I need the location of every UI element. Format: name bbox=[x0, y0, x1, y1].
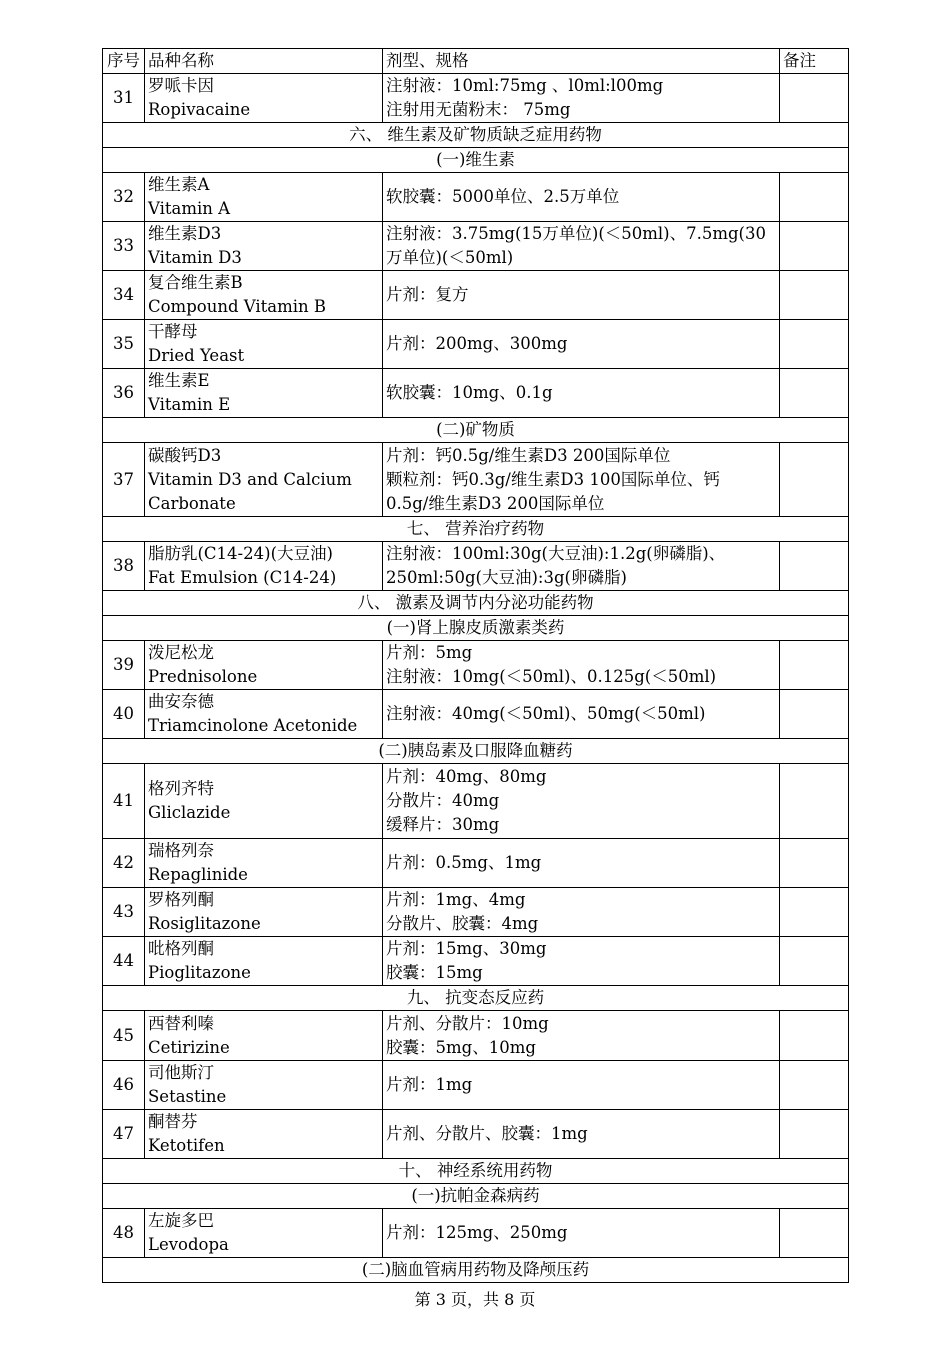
serial-number: 46 bbox=[103, 1061, 145, 1110]
section-row bbox=[103, 123, 849, 148]
drug-name-english: Vitamin A bbox=[148, 199, 231, 218]
section-title: (二)胰岛素及口服降血糖药 bbox=[103, 739, 849, 764]
drug-name-chinese: 司他斯汀 bbox=[148, 1063, 214, 1082]
remarks-cell bbox=[780, 320, 849, 369]
section-row bbox=[103, 986, 849, 1011]
dosage-spec-line: 片剂：钙0.5g/维生素D3 200国际单位 bbox=[386, 445, 671, 465]
serial-number: 34 bbox=[103, 271, 145, 320]
dosage-spec-line: 注射液：100ml:30g(大豆油):1.2g(卵磷脂)、 bbox=[386, 544, 726, 563]
dosage-spec-cell bbox=[383, 641, 780, 690]
serial-number: 47 bbox=[103, 1110, 145, 1159]
dosage-spec-line: 注射液：40mg(＜50ml)、50mg(＜50ml) bbox=[386, 704, 706, 723]
drug-name-english: Repaglinide bbox=[148, 865, 248, 884]
drug-name-english: Gliclazide bbox=[148, 803, 231, 822]
drug-name-cell bbox=[145, 320, 383, 369]
remarks-cell bbox=[780, 839, 849, 888]
dosage-spec-line: 0.5g/维生素D3 200国际单位 bbox=[386, 493, 605, 513]
drug-row bbox=[103, 542, 849, 591]
dosage-spec-cell bbox=[383, 369, 780, 418]
dosage-spec-line: 分散片：40mg bbox=[386, 791, 500, 810]
drug-name-english-cont: Carbonate bbox=[148, 493, 236, 513]
drug-name-chinese: 西替利嗪 bbox=[148, 1013, 214, 1033]
drug-name-cell bbox=[145, 1110, 383, 1159]
drug-row bbox=[103, 369, 849, 418]
drug-name-chinese: 罗格列酮 bbox=[148, 890, 214, 909]
drug-name-chinese: 罗哌卡因 bbox=[148, 76, 214, 95]
drug-name-cell bbox=[145, 1209, 383, 1258]
remarks-cell bbox=[780, 443, 849, 517]
drug-row bbox=[103, 74, 849, 123]
dosage-spec-line: 片剂：15mg、30mg bbox=[386, 939, 547, 958]
serial-number: 32 bbox=[103, 173, 145, 222]
drug-name-english: Compound Vitamin B bbox=[148, 297, 327, 316]
dosage-spec-line: 胶囊：5mg、10mg bbox=[386, 1037, 536, 1057]
remarks-cell bbox=[780, 222, 849, 271]
drug-name-cell bbox=[145, 542, 383, 591]
drug-name-english: Ketotifen bbox=[148, 1136, 225, 1155]
serial-number: 45 bbox=[103, 1011, 145, 1061]
section-title: (二)矿物质 bbox=[103, 418, 849, 443]
dosage-spec-cell bbox=[383, 173, 780, 222]
drug-name-cell bbox=[145, 222, 383, 271]
dosage-spec-line: 颗粒剂：钙0.3g/维生素D3 100国际单位、钙 bbox=[386, 469, 720, 489]
remarks-cell bbox=[780, 1061, 849, 1110]
drug-row bbox=[103, 320, 849, 369]
drug-name-chinese: 瑞格列奈 bbox=[148, 841, 214, 860]
serial-number: 36 bbox=[103, 369, 145, 418]
dosage-spec-line: 250ml:50g(大豆油):3g(卵磷脂) bbox=[386, 568, 627, 587]
drug-name-cell bbox=[145, 690, 383, 739]
drug-row bbox=[103, 222, 849, 271]
serial-number: 42 bbox=[103, 839, 145, 888]
dosage-spec-cell bbox=[383, 222, 780, 271]
drug-name-english: Vitamin D3 and Calcium bbox=[148, 469, 352, 489]
drug-name-english: Pioglitazone bbox=[148, 963, 251, 982]
remarks-cell bbox=[780, 74, 849, 123]
section-row bbox=[103, 517, 849, 542]
drug-name-chinese: 碳酸钙D3 bbox=[148, 445, 222, 465]
remarks-cell bbox=[780, 271, 849, 320]
remarks-cell bbox=[780, 369, 849, 418]
remarks-cell bbox=[780, 888, 849, 937]
drug-name-chinese: 吡格列酮 bbox=[148, 939, 214, 958]
dosage-spec-line: 胶囊：15mg bbox=[386, 963, 483, 982]
drug-name-cell bbox=[145, 937, 383, 986]
remarks-cell bbox=[780, 641, 849, 690]
section-title: 七、 营养治疗药物 bbox=[103, 517, 849, 542]
drug-name-cell bbox=[145, 839, 383, 888]
drug-name-chinese: 干酵母 bbox=[148, 322, 198, 341]
section-row bbox=[103, 616, 849, 641]
drug-row bbox=[103, 937, 849, 986]
drug-name-chinese: 泼尼松龙 bbox=[148, 643, 214, 662]
drug-name-english: Triamcinolone Acetonide bbox=[148, 716, 358, 735]
section-title: (一)肾上腺皮质激素类药 bbox=[103, 616, 849, 641]
drug-name-chinese: 脂肪乳(C14-24)(大豆油) bbox=[148, 544, 333, 563]
remarks-cell bbox=[780, 937, 849, 986]
drug-name-cell bbox=[145, 888, 383, 937]
drug-name-cell bbox=[145, 764, 383, 839]
dosage-spec-cell bbox=[383, 1061, 780, 1110]
section-row bbox=[103, 418, 849, 443]
header-remarks: 备注 bbox=[780, 49, 849, 74]
dosage-spec-cell bbox=[383, 937, 780, 986]
drug-name-english: Rosiglitazone bbox=[148, 914, 261, 933]
remarks-cell bbox=[780, 1110, 849, 1159]
dosage-spec-cell bbox=[383, 839, 780, 888]
drug-row bbox=[103, 1110, 849, 1159]
dosage-spec-line: 注射液：3.75mg(15万单位)(＜50ml)、7.5mg(30 bbox=[386, 224, 766, 243]
drug-row bbox=[103, 641, 849, 690]
drug-row bbox=[103, 271, 849, 320]
drug-name-cell bbox=[145, 369, 383, 418]
section-title: (一)抗帕金森病药 bbox=[103, 1184, 849, 1209]
dosage-spec-cell bbox=[383, 690, 780, 739]
section-title: 八、 激素及调节内分泌功能药物 bbox=[103, 591, 849, 616]
drug-row bbox=[103, 888, 849, 937]
drug-row bbox=[103, 764, 849, 839]
drug-row bbox=[103, 690, 849, 739]
drug-name-english: Vitamin E bbox=[148, 395, 231, 414]
dosage-spec-line: 缓释片：30mg bbox=[386, 815, 500, 834]
serial-number: 40 bbox=[103, 690, 145, 739]
drug-name-cell bbox=[145, 641, 383, 690]
drug-name-chinese: 酮替芬 bbox=[148, 1112, 198, 1131]
dosage-spec-line: 片剂：40mg、80mg bbox=[386, 767, 547, 786]
drug-name-english: Prednisolone bbox=[148, 667, 258, 686]
dosage-spec-cell bbox=[383, 74, 780, 123]
drug-row bbox=[103, 839, 849, 888]
dosage-spec-line: 万单位)(＜50ml) bbox=[386, 248, 514, 267]
section-title: 九、 抗变态反应药 bbox=[103, 986, 849, 1011]
dosage-spec-line: 片剂：复方 bbox=[386, 285, 469, 304]
dosage-spec-cell bbox=[383, 888, 780, 937]
page-footer: 第 3 页，共 8 页 bbox=[414, 1290, 536, 1309]
remarks-cell bbox=[780, 542, 849, 591]
section-row bbox=[103, 1159, 849, 1184]
remarks-cell bbox=[780, 1209, 849, 1258]
serial-number: 39 bbox=[103, 641, 145, 690]
serial-number: 31 bbox=[103, 74, 145, 123]
section-title: (一)维生素 bbox=[103, 148, 849, 173]
drug-row bbox=[103, 173, 849, 222]
drug-name-english: Fat Emulsion (C14-24) bbox=[148, 568, 337, 587]
drug-name-chinese: 格列齐特 bbox=[148, 779, 214, 798]
drug-name-english: Levodopa bbox=[148, 1235, 229, 1254]
drug-name-english: Setastine bbox=[148, 1087, 227, 1106]
section-row bbox=[103, 1184, 849, 1209]
header-dosage-spec: 剂型、规格 bbox=[383, 49, 780, 74]
drug-row bbox=[103, 1011, 849, 1061]
dosage-spec-line: 软胶囊：5000单位、2.5万单位 bbox=[386, 187, 620, 206]
dosage-spec-line: 片剂、分散片：10mg bbox=[386, 1013, 549, 1033]
drug-row bbox=[103, 1209, 849, 1258]
dosage-spec-line: 片剂：1mg、4mg bbox=[386, 890, 526, 909]
header-serial-number: 序号 bbox=[103, 49, 145, 74]
remarks-cell bbox=[780, 764, 849, 839]
drug-name-english: Ropivacaine bbox=[148, 100, 251, 119]
drug-name-cell bbox=[145, 173, 383, 222]
dosage-spec-cell bbox=[383, 1110, 780, 1159]
section-row bbox=[103, 591, 849, 616]
section-row bbox=[103, 148, 849, 173]
drug-name-cell bbox=[145, 443, 383, 517]
dosage-spec-cell bbox=[383, 542, 780, 591]
dosage-spec-cell bbox=[383, 764, 780, 839]
dosage-spec-line: 片剂：1mg bbox=[386, 1075, 473, 1094]
dosage-spec-cell bbox=[383, 1209, 780, 1258]
serial-number: 35 bbox=[103, 320, 145, 369]
dosage-spec-cell bbox=[383, 271, 780, 320]
remarks-cell bbox=[780, 690, 849, 739]
dosage-spec-cell bbox=[383, 443, 780, 517]
header-drug-name: 品种名称 bbox=[145, 49, 383, 74]
drug-name-chinese: 维生素E bbox=[148, 371, 210, 390]
drug-row bbox=[103, 443, 849, 517]
drug-catalog-table bbox=[102, 48, 849, 1283]
dosage-spec-line: 片剂：125mg、250mg bbox=[386, 1223, 568, 1242]
dosage-spec-line: 片剂、分散片、胶囊：1mg bbox=[386, 1124, 588, 1143]
serial-number: 37 bbox=[103, 443, 145, 517]
serial-number: 44 bbox=[103, 937, 145, 986]
dosage-spec-line: 片剂：200mg、300mg bbox=[386, 334, 568, 353]
table-body bbox=[103, 49, 849, 1283]
serial-number: 41 bbox=[103, 764, 145, 839]
drug-name-english: Dried Yeast bbox=[148, 346, 245, 365]
dosage-spec-line: 片剂：0.5mg、1mg bbox=[386, 853, 542, 872]
drug-name-english: Vitamin D3 bbox=[148, 248, 242, 267]
remarks-cell bbox=[780, 1011, 849, 1061]
drug-name-cell bbox=[145, 1061, 383, 1110]
drug-name-chinese: 维生素A bbox=[148, 175, 210, 194]
dosage-spec-line: 注射液：10ml:75mg 、l0ml:l00mg bbox=[386, 76, 664, 95]
drug-name-chinese: 曲安奈德 bbox=[148, 692, 214, 711]
dosage-spec-line: 注射用无菌粉末： 75mg bbox=[386, 100, 571, 119]
serial-number: 33 bbox=[103, 222, 145, 271]
section-row bbox=[103, 739, 849, 764]
serial-number: 48 bbox=[103, 1209, 145, 1258]
drug-row bbox=[103, 1061, 849, 1110]
drug-name-english: Cetirizine bbox=[148, 1037, 230, 1057]
dosage-spec-line: 注射液：10mg(＜50ml)、0.125g(＜50ml) bbox=[386, 667, 717, 686]
table-header-row bbox=[103, 49, 849, 74]
section-row bbox=[103, 1258, 849, 1283]
dosage-spec-line: 软胶囊：10mg、0.1g bbox=[386, 383, 553, 402]
section-title: 六、 维生素及矿物质缺乏症用药物 bbox=[103, 123, 849, 148]
section-title: (二)脑血管病用药物及降颅压药 bbox=[103, 1258, 849, 1283]
dosage-spec-cell bbox=[383, 320, 780, 369]
drug-name-chinese: 复合维生素B bbox=[148, 273, 243, 292]
remarks-cell bbox=[780, 173, 849, 222]
drug-name-chinese: 左旋多巴 bbox=[148, 1211, 214, 1230]
serial-number: 38 bbox=[103, 542, 145, 591]
serial-number: 43 bbox=[103, 888, 145, 937]
drug-name-chinese: 维生素D3 bbox=[148, 224, 222, 243]
section-title: 十、 神经系统用药物 bbox=[103, 1159, 849, 1184]
drug-name-cell bbox=[145, 74, 383, 123]
drug-name-cell bbox=[145, 271, 383, 320]
dosage-spec-cell bbox=[383, 1011, 780, 1061]
drug-name-cell bbox=[145, 1011, 383, 1061]
dosage-spec-line: 分散片、胶囊：4mg bbox=[386, 914, 539, 933]
dosage-spec-line: 片剂：5mg bbox=[386, 643, 473, 662]
